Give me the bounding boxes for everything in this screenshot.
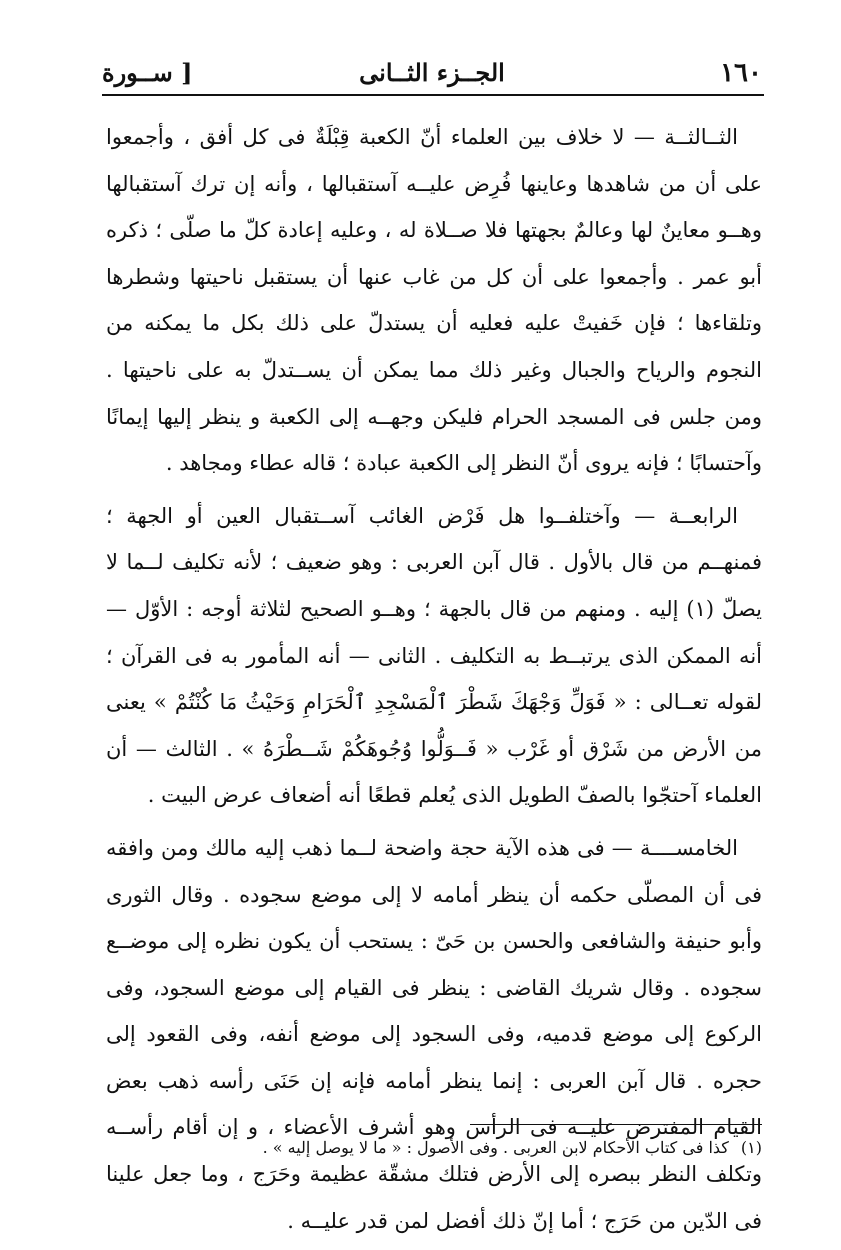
header-rule xyxy=(102,94,764,96)
running-head: الجــزء الثــانى xyxy=(359,58,505,87)
surah-label: [ ســورة xyxy=(102,58,193,87)
page-number: ١٦٠ xyxy=(720,58,762,88)
footnote-marker: (١) xyxy=(740,1138,762,1157)
paragraph-third: الثــالثــة — لا خلاف بين العلماء أنّ الكعبة قِبْلَةٌ فى كل أفق ، وأجمعوا على أن من شاهدها وعاينها فُرِض عليــه آستقبالها ، وأنه إن ترك آستقبالها وهــو معاينٌ لها وعالمٌ بجهتها فلا صــلاة له ، وعليه إعادة كلّ ما صلّى ؛ ذكره أبو عمر . وأجمعوا على أن كل من غاب عنها أن يستقبل ناحيتها وشطرها وتلقاءها ؛ فإن خَفيتْ عليه فعليه أن يستدلّ على ذلك بكل ما يمكنه من النجوم والرياح والجبال وغير ذلك مما يمكن أن يســتدلّ به على ناحيتها . ومن جلس فى المسجد الحرام فليكن وجهــه إلى الكعبة و ينظر إليها إيمانًا وآحتسابًا ؛ فإنه يروى أنّ النظر إلى الكعبة عبادة ؛ قاله عطاء ومجاهد . xyxy=(106,125,762,476)
footnote-rule xyxy=(470,1124,762,1125)
footnote-text: كذا فى كتاب الأحكام لابن العربى . وفى الأصول : « ما لا يوصل إليه » . xyxy=(262,1138,729,1157)
paragraph-fifth: الخامســــة — فى هذه الآية حجة واضحة لــما ذهب إليه مالك ومن وافقه فى أن المصلّى حكمه أن ينظر أمامه لا إلى موضع سجوده . وقال الثورى وأبو حنيفة والشافعى والحسن بن حَىّ : يستحب أن يكون نظره إلى موضــع سجوده . وقال شريك القاضى : ينظر فى القيام إلى موضع السجود، وفى الركوع إلى موضع قدميه، وفى السجود إلى موضع أنفه، وفى القعود إلى حجره . قال آبن العربى : إنما ينظر أمامه فإنه إن حَنَى رأسه ذهب بعض القيام المفترض عليــه فى الرأس وهو أشرف الأعضاء ، و إن أقام رأســه وتكلف النظر ببصره إلى الأرض فتلك مشقّة عظيمة وحَرَج ، وما جعل علينا فى الدّين من حَرَج ؛ أما إنّ ذلك أفضل لمن قدر عليــه . xyxy=(106,835,763,1233)
paragraph-fourth: الرابعــة — وآختلفــوا هل فَرْض الغائب آســتقبال العين أو الجهة ؛ فمنهــم من قال بالأول . قال آبن العربى : وهو ضعيف ؛ لأنه تكليف لــما لا يصلّ (١) إليه . ومنهم من قال بالجهة ؛ وهــو الصحيح لثلاثة أوجه : الأوّل — أنه الممكن الذى يرتبــط به التكليف . الثانى — أنه المأمور به فى القرآن ؛ لقوله تعــالى : « فَوَلِّ وَجْهَكَ شَطْرَ ٱلْمَسْجِدِ ٱلْحَرَامِ وَحَيْثُ مَا كُنْتُمْ » يعنى من الأرض من شَرْق أو غَرْب « فَــوَلُّوا وُجُوهَكُمْ شَــطْرَهُ » . الثالث — أن العلماء آحتجّوا بالصفّ الطويل الذى يُعلم قطعًا أنه أضعاف عرض البيت . xyxy=(106,503,763,808)
footnote xyxy=(230,1134,762,1162)
page-header xyxy=(102,50,762,94)
body-text xyxy=(106,114,762,1250)
